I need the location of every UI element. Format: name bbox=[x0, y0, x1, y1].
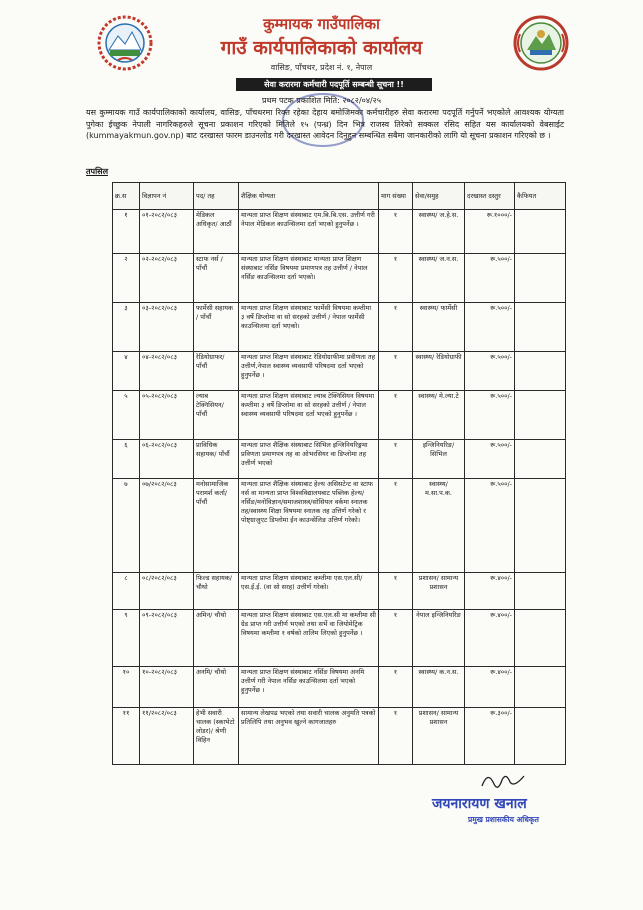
cell-service: स्वास्थ्य/ क.न.स. bbox=[413, 667, 465, 708]
table-row bbox=[113, 391, 566, 440]
cell-service: स्वास्थ्य/ म.सा.प.क. bbox=[413, 479, 465, 573]
cell-fee: रू.५००/- bbox=[465, 303, 515, 352]
cell-qualification: मान्यता प्राप्त शैक्षिक संस्थाबाट हेल्थ असिसटेन्ट वा स्टाफ नर्स वा मान्यता प्राप्त विश्वविद्यालयबाट पब्लिक हेल्थ/नर्सिङ/मनोविज्ञान/समाजशास्त्र/सोसियल वर्कमा स्नातक तह/स्वास्थ्य शिक्षा विषयमा स्नातक तह उत्तिर्ण गरेको र पोष्ट्ग्राजुएट डिप्लोमा ईन काउन्सेलिङ उत्तिर्ण गरेको। bbox=[239, 479, 379, 573]
cell-ad-no: ०८/२०८२/०८३ bbox=[140, 573, 194, 610]
cell-post: हेभी सवारी चालक (स्काभेटो लोडर)/ श्रेणी विहिन bbox=[194, 708, 239, 765]
cell-post: अनमि/ चौथो bbox=[194, 667, 239, 708]
cell-count: १ bbox=[379, 391, 413, 440]
cell-qualification: मान्यता प्राप्त शिक्षण संस्थाबाट कम्तीमा एस.एल.सी/एस.ई.ई. (वा सो सरह) उत्तीर्ण गरेको। bbox=[239, 573, 379, 610]
cell-qualification: मान्यता प्राप्त शिक्षण संस्थाबाट ल्याब टेक्निसियन विषयमा कम्तीमा ३ वर्षे डिप्लोमा वा सो सरहको उत्तीर्ण / नेपाल स्वास्थ्य व्यवसायी परिषदमा दर्ता भएको हुनुपर्नेछ । bbox=[239, 391, 379, 440]
table-row bbox=[113, 708, 566, 765]
cell-fee: रू.५००/- bbox=[465, 391, 515, 440]
table-row bbox=[113, 667, 566, 708]
cell-sn: ४ bbox=[113, 352, 140, 391]
cell-fee: रू.१०००/- bbox=[465, 210, 515, 254]
table-row bbox=[113, 610, 566, 667]
cell-sn: ५ bbox=[113, 391, 140, 440]
cell-count: १ bbox=[379, 667, 413, 708]
cell-remarks bbox=[515, 440, 566, 479]
cell-remarks bbox=[515, 479, 566, 573]
cell-service: इन्जिनियरिङ/ सिभिल bbox=[413, 440, 465, 479]
cell-sn: ८ bbox=[113, 573, 140, 610]
cell-remarks bbox=[515, 667, 566, 708]
cell-remarks bbox=[515, 573, 566, 610]
cell-service: नेपाल इन्जिनियरिङ bbox=[413, 610, 465, 667]
office-name-line2: गाउँ कार्यपालिकाको कार्यालय bbox=[220, 37, 423, 59]
cell-sn: ११ bbox=[113, 708, 140, 765]
cell-fee: रू.५००/- bbox=[465, 479, 515, 573]
publish-date-line: प्रथम पटक प्रकाशित मिति: २०८२/०४/२५ bbox=[261, 96, 382, 105]
cell-count: १ bbox=[379, 254, 413, 303]
cell-post: अमिन/ चौथो bbox=[194, 610, 239, 667]
cell-service: प्रशासन/ सामान्य प्रशासन bbox=[413, 708, 465, 765]
table-row bbox=[113, 303, 566, 352]
table-header-row bbox=[113, 183, 566, 210]
cell-qualification: मान्यता प्राप्त शिक्षण संस्थाबाट एस.एल.सी मा कम्तीमा सी ग्रेड प्राप्त गरी उत्तीर्ण भएको तथा सर्भे वा जियोमेट्रिक विषयमा कम्तीमा १ वर्षको तालिम लिएको हुनुपर्नेछ । bbox=[239, 610, 379, 667]
cell-sn: १ bbox=[113, 210, 140, 254]
cell-count: १ bbox=[379, 210, 413, 254]
cell-post: प्राविधिक सहायक/ पाँचौं bbox=[194, 440, 239, 479]
cell-ad-no: ०४-२०८२/०८३ bbox=[140, 352, 194, 391]
col-header-ad-no: विज्ञापन नं bbox=[140, 183, 194, 210]
cell-fee: रू.४००/- bbox=[465, 610, 515, 667]
col-header-remarks: कैफियत bbox=[515, 183, 566, 210]
cell-service: स्वास्थ्य/ रेडियोग्राफी bbox=[413, 352, 465, 391]
cell-post: फार्मेसी सहायक / पाँचौं bbox=[194, 303, 239, 352]
office-address: वासिङ, पाँचथर, प्रदेश नं. १, नेपाल bbox=[270, 63, 373, 72]
cell-sn: ९ bbox=[113, 610, 140, 667]
cell-ad-no: ०३-२०८२/०८३ bbox=[140, 303, 194, 352]
cell-fee: रू.४००/- bbox=[465, 667, 515, 708]
cell-remarks bbox=[515, 352, 566, 391]
cell-sn: १० bbox=[113, 667, 140, 708]
cell-qualification: मान्यता प्राप्त शिक्षण संस्थाबाट नर्सिङ विषयमा अनमि उत्तीर्ण गरी नेपाल नर्सिङ काउन्सिलमा दर्ता भएको हुनुपर्नेछ । bbox=[239, 667, 379, 708]
cell-remarks bbox=[515, 303, 566, 352]
details-heading: तपसिल bbox=[86, 167, 109, 176]
col-header-post: पद/ तह bbox=[194, 183, 239, 210]
cell-post: फिल्ड सहायक/चौथो bbox=[194, 573, 239, 610]
table-row bbox=[113, 254, 566, 303]
cell-ad-no: ०६-२०८२/०८३ bbox=[140, 440, 194, 479]
cell-ad-no: ०५-२०८२/०८३ bbox=[140, 391, 194, 440]
signatory-title: प्रमुख प्रशासकीय अधिकृत bbox=[468, 815, 539, 824]
cell-post: स्टाफ नर्स / पाँचौं bbox=[194, 254, 239, 303]
cell-service: स्वास्थ्य/ ज.न.स. bbox=[413, 254, 465, 303]
table-row bbox=[113, 210, 566, 254]
cell-ad-no: ०२-२०८२/०८३ bbox=[140, 254, 194, 303]
cell-qualification: मान्यता प्राप्त शिक्षण संस्थाबाट मान्यता प्राप्त शिक्षण संस्थाबाट नर्सिङ विषयमा प्रमाणपत्र तह उत्तीर्ण / नेपाल नर्सिङ काउन्सिलमा दर्ता भएको। bbox=[239, 254, 379, 303]
cell-ad-no: ०९-२०८२/०८३ bbox=[140, 610, 194, 667]
cell-fee: रू.५००/- bbox=[465, 352, 515, 391]
cell-remarks bbox=[515, 254, 566, 303]
cell-count: १ bbox=[379, 352, 413, 391]
cell-fee: रू.५००/- bbox=[465, 254, 515, 303]
cell-qualification: मान्यता प्राप्त शिक्षण संस्थाबाट फार्मेसी विषयमा कम्तीमा ३ वर्षे डिप्लोमा वा सो सरहको उत्तीर्ण / नेपाल फार्मेसी काउन्सिलमा दर्ता भएको। bbox=[239, 303, 379, 352]
cell-sn: २ bbox=[113, 254, 140, 303]
cell-service: प्रशासन/ सामान्य प्रशासन bbox=[413, 573, 465, 610]
cell-remarks bbox=[515, 708, 566, 765]
cell-qualification: सामान्य लेखपढ भएको तथा सवारी चालक अनुमति पत्रको प्रतिलिपि तथा अनुभव खुल्ने कागजातहरु bbox=[239, 708, 379, 765]
cell-ad-no: ११/२०८२/०८३ bbox=[140, 708, 194, 765]
cell-ad-no: १०-२०८२/०८३ bbox=[140, 667, 194, 708]
cell-fee: रू.५००/- bbox=[465, 440, 515, 479]
table-row bbox=[113, 352, 566, 391]
notice-title: सेवा करारमा कर्मचारी पदपूर्ति सम्बन्धी सूचना !! bbox=[236, 78, 432, 91]
cell-qualification: मान्यता प्राप्त शिक्षण संस्थाबाट एम.बि.बि.एस. उत्तीर्ण गरी नेपाल मेडिकल काउन्सिलमा दर्ता भएको हुनुपर्नेछ । bbox=[239, 210, 379, 254]
cell-remarks bbox=[515, 210, 566, 254]
cell-qualification: मान्यता प्राप्त शैक्षिक संस्थाबाट सिभिल इन्जिनियरिङ्गमा प्रविणता प्रमाणपत्र तह वा ओभरसियर वा डिप्लोमा तह उत्तीर्ण भएको bbox=[239, 440, 379, 479]
cell-post: मेडिकल अधिकृत/ आठौं bbox=[194, 210, 239, 254]
cell-fee: रू.४००/- bbox=[465, 573, 515, 610]
cell-sn: ३ bbox=[113, 303, 140, 352]
cell-service: स्वास्थ्य/ मे.ल्या.टे bbox=[413, 391, 465, 440]
cell-service: स्वास्थ्य/ फार्मेसी bbox=[413, 303, 465, 352]
cell-qualification: मान्यता प्राप्त शिक्षण संस्थाबाट रेडियोग्राफीमा प्रवीणता तह उत्तीर्ण,नेपाल स्वास्थ्य व्यवसायी परिषदमा दर्ता भएको हुनुपर्नेछ । bbox=[239, 352, 379, 391]
cell-count: १ bbox=[379, 708, 413, 765]
vacancy-table bbox=[112, 182, 566, 765]
table-row bbox=[113, 573, 566, 610]
cell-service: स्वास्थ्य/ ज.हे.स. bbox=[413, 210, 465, 254]
col-header-qualification: शैक्षिक योग्यता bbox=[239, 183, 379, 210]
cell-post: ल्याब टेक्निसियन/ पाँचौं bbox=[194, 391, 239, 440]
office-name-line1: कुम्मायक गाउँपालिका bbox=[263, 15, 380, 33]
cell-fee: रू.३००/- bbox=[465, 708, 515, 765]
cell-count: १ bbox=[379, 440, 413, 479]
signature-scribble bbox=[478, 768, 528, 794]
cell-count: १ bbox=[379, 479, 413, 573]
intro-paragraph: यस कुम्मायक गाउँ कार्यपालिकाको कार्यालय, वासिङ, पाँचथरमा रिक्त रहेका देहाय बमोजिमका कर्मचारीहरु सेवा करारमा पदपूर्ति गर्नुपर्ने भएकोले आवश्यक योग्यता पुगेका ईच्छुक नेपाली नागरिकहरुले सूचना प्रकाशन गरिएको मितिले १५ (पन्ध्र) दिन भित्र राजस्व तिरेको सक्कल रसिद सहित यस कार्यालयको वेबसाईट (kummayakmun.gov.np) बाट दरखास्त फारम डाउनलोड गरी दरखास्त आवेदन दिनुहुन सम्बन्धित सबैमा जानकारीको लागि यो सूचना प्रकाशन गरिएको छ । bbox=[86, 108, 564, 140]
cell-post: रेडियोग्राफर/ पाँचौं bbox=[194, 352, 239, 391]
cell-remarks bbox=[515, 610, 566, 667]
col-header-sn: क्र.स bbox=[113, 183, 140, 210]
cell-post: मनोसामाजिक परामर्श कर्ता/ पाँचौं bbox=[194, 479, 239, 573]
signatory-name: जयनारायण खनाल bbox=[432, 796, 527, 812]
cell-count: १ bbox=[379, 573, 413, 610]
table-row bbox=[113, 479, 566, 573]
cell-sn: ६ bbox=[113, 440, 140, 479]
col-header-fee: दरखास्त दस्तुर bbox=[465, 183, 515, 210]
cell-count: १ bbox=[379, 303, 413, 352]
cell-sn: ७ bbox=[113, 479, 140, 573]
cell-ad-no: ०१-२०८२/०८३ bbox=[140, 210, 194, 254]
cell-remarks bbox=[515, 391, 566, 440]
cell-count: १ bbox=[379, 610, 413, 667]
table-row bbox=[113, 440, 566, 479]
col-header-count: माग संख्या bbox=[379, 183, 413, 210]
col-header-service: सेवा/समुह bbox=[413, 183, 465, 210]
cell-ad-no: ०७/२०८२/०८३ bbox=[140, 479, 194, 573]
